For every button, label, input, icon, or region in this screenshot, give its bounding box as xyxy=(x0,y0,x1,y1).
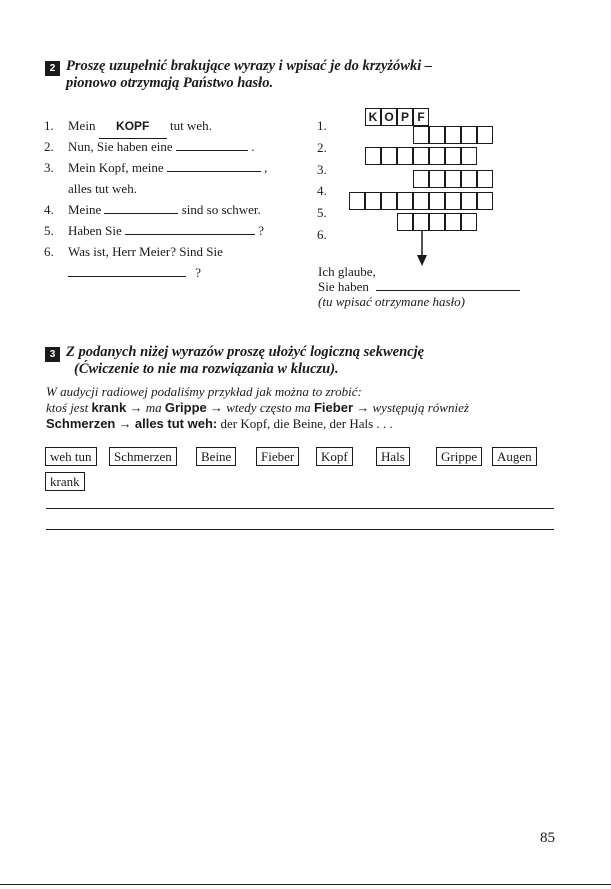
crossword-cell[interactable] xyxy=(397,192,413,210)
crossword-cell[interactable] xyxy=(365,192,381,210)
word-box[interactable]: krank xyxy=(45,472,85,491)
crossword-cell[interactable] xyxy=(445,170,461,188)
instruction-line-2: (Ćwiczenie to nie ma rozwiązania w kluczu). xyxy=(74,361,339,377)
crossword-cell[interactable] xyxy=(413,126,429,144)
sentence-5: 5. Haben Sie ? xyxy=(44,223,265,238)
crossword-cell[interactable] xyxy=(413,147,429,165)
page-number: 85 xyxy=(540,830,555,846)
sentence-3-continuation: alles tut weh. xyxy=(68,181,137,196)
crossword-cell[interactable] xyxy=(445,147,461,165)
sentence-2: 2. Nun, Sie haben eine . xyxy=(44,139,255,154)
word-box[interactable]: Beine xyxy=(196,447,236,466)
sentence-4: 4. Meine sind so schwer. xyxy=(44,202,261,217)
example-text: W audycji radiowej podaliśmy przykład jak można to zrobić: ktoś jest krank → ma Grippe → wtedy często ma Fieber → występują również Schmerzen → alles tut weh: der Kopf, die Beine, der Hals . . . xyxy=(46,384,566,432)
password-line: Sie haben xyxy=(318,279,520,294)
exercise-3-badge: 3 xyxy=(45,347,60,362)
crossword-cell[interactable]: P xyxy=(397,108,413,126)
crossword-cell[interactable] xyxy=(461,147,477,165)
crossword-cell[interactable] xyxy=(477,126,493,144)
word-bank-row-1 xyxy=(45,447,565,466)
crossword-cell[interactable] xyxy=(429,213,445,231)
sentence-1: 1. Mein KOPF tut weh. xyxy=(44,115,212,139)
crossword-cell[interactable] xyxy=(445,126,461,144)
crossword-cell[interactable] xyxy=(365,147,381,165)
instruction-line-1: Z podanych niżej wyrazów proszę ułożyć logiczną sekwencję xyxy=(66,344,425,360)
word-box[interactable]: Schmerzen xyxy=(109,447,177,466)
word-box[interactable]: Grippe xyxy=(436,447,482,466)
word-box[interactable]: Fieber xyxy=(256,447,299,466)
crossword-row-numbers: 1. 2. 3. 4. 5. 6. xyxy=(317,118,327,242)
crossword-cell[interactable] xyxy=(397,213,413,231)
word-box[interactable]: Kopf xyxy=(316,447,353,466)
word-box[interactable]: Augen xyxy=(492,447,537,466)
writing-line[interactable] xyxy=(46,508,554,509)
crossword-cell[interactable] xyxy=(413,170,429,188)
instruction-line-2: pionowo otrzymają Państwo hasło. xyxy=(66,75,274,91)
example-line-1: ktoś jest krank → ma Grippe → wtedy często ma Fieber → występują również xyxy=(46,400,469,415)
crossword-grid xyxy=(0,0,611,300)
crossword-cell[interactable] xyxy=(429,170,445,188)
crossword-cell[interactable] xyxy=(397,147,413,165)
instruction-line-1: Proszę uzupełnić brakujące wyrazy i wpisać je do krzyżówki – xyxy=(66,58,433,74)
exercise-2-badge: 2 xyxy=(45,61,60,76)
crossword-cell[interactable] xyxy=(461,170,477,188)
crossword-cell[interactable]: O xyxy=(381,108,397,126)
crossword-cell[interactable]: F xyxy=(413,108,429,126)
crossword-cell[interactable] xyxy=(445,192,461,210)
sentence-6-continuation: ? xyxy=(68,262,201,284)
crossword-cell[interactable] xyxy=(429,147,445,165)
password-blank[interactable] xyxy=(376,282,520,291)
crossword-cell[interactable] xyxy=(429,192,445,210)
crossword-cell[interactable] xyxy=(477,192,493,210)
crossword-cell[interactable]: K xyxy=(365,108,381,126)
example-line-2: Schmerzen → alles tut weh: der Kopf, die Beine, der Hals . . . xyxy=(46,416,393,431)
crossword-cell[interactable] xyxy=(461,192,477,210)
crossword-cell[interactable] xyxy=(381,147,397,165)
word-box[interactable]: weh tun xyxy=(45,447,97,466)
crossword-cell[interactable] xyxy=(413,213,429,231)
crossword-cell[interactable] xyxy=(461,213,477,231)
writing-line[interactable] xyxy=(46,529,554,530)
crossword-cell[interactable] xyxy=(461,126,477,144)
word-bank-row-2 xyxy=(45,472,165,491)
sentence-3: 3. Mein Kopf, meine , xyxy=(44,160,268,175)
answer-kopf: KOPF xyxy=(99,116,167,139)
crossword-cell[interactable] xyxy=(477,170,493,188)
crossword-cell[interactable] xyxy=(381,192,397,210)
crossword-cell[interactable] xyxy=(349,192,365,210)
crossword-cell[interactable] xyxy=(429,126,445,144)
crossword-cell[interactable] xyxy=(413,192,429,210)
exercise-3-instruction xyxy=(66,344,424,378)
sentence-6: 6. Was ist, Herr Meier? Sind Sie xyxy=(44,244,223,259)
crossword-cell[interactable] xyxy=(445,213,461,231)
word-box[interactable]: Hals xyxy=(376,447,410,466)
arrow-down-icon xyxy=(415,231,429,267)
password-answer: Ich glaube, Sie haben (tu wpisać otrzymane hasło) xyxy=(318,264,520,309)
page-bottom-edge xyxy=(0,884,611,885)
